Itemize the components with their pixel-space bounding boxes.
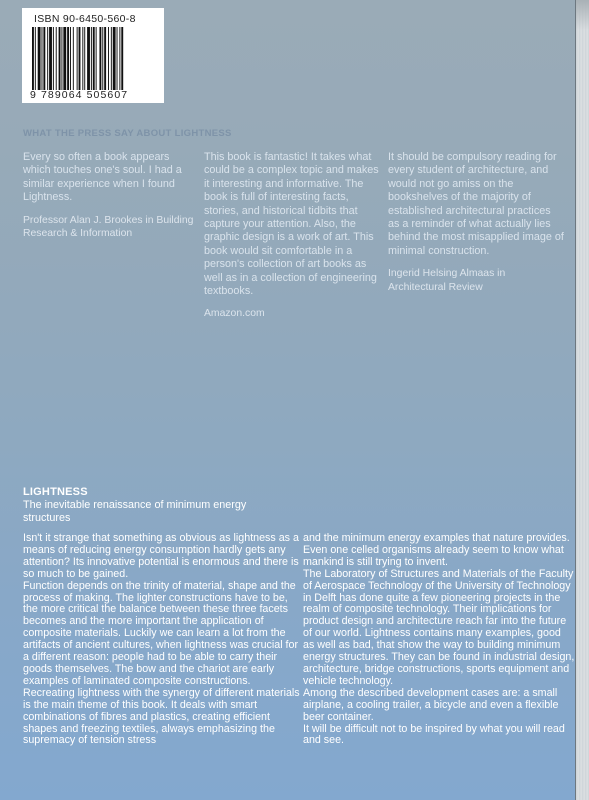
review-quote: Every so often a book appears which touches one's soul. I had a similar experience when I found Lightness. xyxy=(23,151,182,204)
review-1 xyxy=(23,151,199,240)
barcode-icon xyxy=(30,27,156,90)
review-quote: This book is fantastic! It takes what could be a complex topic and makes it interesting and informative. The book is full of interesting facts, stories, and historical tidbits that capture your attention. Also, the graphic design is a work of art. This book would sit comfortable in a person's collection of art books as well as in a collection of engineering textbooks. xyxy=(204,151,379,298)
review-3 xyxy=(388,151,564,294)
ean-number: 9 789064 505607 xyxy=(30,89,129,101)
review-source: Professor Alan J. Brookes in Building Research & Information xyxy=(23,214,194,240)
paragraph: The Laboratory of Structures and Materials of the Faculty of Aerospace Technology of the University of Technology in Delft has done quite a few pioneering projects in the realm of composite technology. Their implications for product design and architecture reach far into the future of our world. Lightness contains many examples, good as well as bad, that show the way to building minimum energy structures. They can be found in industrial design, architecture, bridge constructions, sports equipment and vehicle technology. xyxy=(303,567,575,687)
book-subtitle: The inevitable renaissance of minimum energy structures xyxy=(23,499,247,524)
page-edges xyxy=(575,0,589,800)
review-source: Ingerid Helsing Almaas in Architectural Review xyxy=(388,268,506,293)
isbn-number: ISBN 90-6450-560-8 xyxy=(34,13,136,25)
paragraph: It will be difficult not to be inspired by what you will read and see. xyxy=(303,722,565,747)
paragraph: Among the described development cases are: a small airplane, a cooling trailer, a bicycle and even a flexible beer container. xyxy=(303,686,559,723)
paragraph: Isn't it strange that something as obvious as lightness as a means of reducing energy consumption hardly gets any attention? Its innovative potential is enormous and there is so much to be gained. xyxy=(23,532,299,580)
review-source: Amazon.com xyxy=(204,308,265,320)
review-quote: It should be compulsory reading for every student of architecture, and would not go amiss on the bookshelves of the majority of established architectural practices as a reminder of what actually lies behind the most misapplied image of minimal construction. xyxy=(388,151,564,257)
press-heading: WHAT THE PRESS SAY ABOUT LIGHTNESS xyxy=(23,128,232,139)
paragraph: and the minimum energy examples that nature provides. Even one celled organisms already seem to know what mankind is still trying to invent. xyxy=(303,532,570,568)
review-2 xyxy=(204,151,384,321)
book-title: LIGHTNESS xyxy=(23,486,88,498)
description-right-column xyxy=(303,533,575,747)
barcode-label xyxy=(22,8,164,103)
description-left-column xyxy=(23,533,301,747)
paragraph: Function depends on the trinity of material, shape and the process of making. The lighter constructions have to be, the more critical the balance between these three facets becomes and the more important the application of composite materials. Luckily we can learn a lot from the artifacts of ancient cultures, when lightness was crucial for a different reason: people had to be able to carry their goods themselves. The bow and the chariot are early examples of laminated composite constructions. Recreating lightness with the synergy of different materials is the main theme of this book. It deals with smart combinations of fibres and plastics, creating efficient shapes and freezing textiles, always emphasizing the supremacy of tension stress xyxy=(23,579,300,747)
